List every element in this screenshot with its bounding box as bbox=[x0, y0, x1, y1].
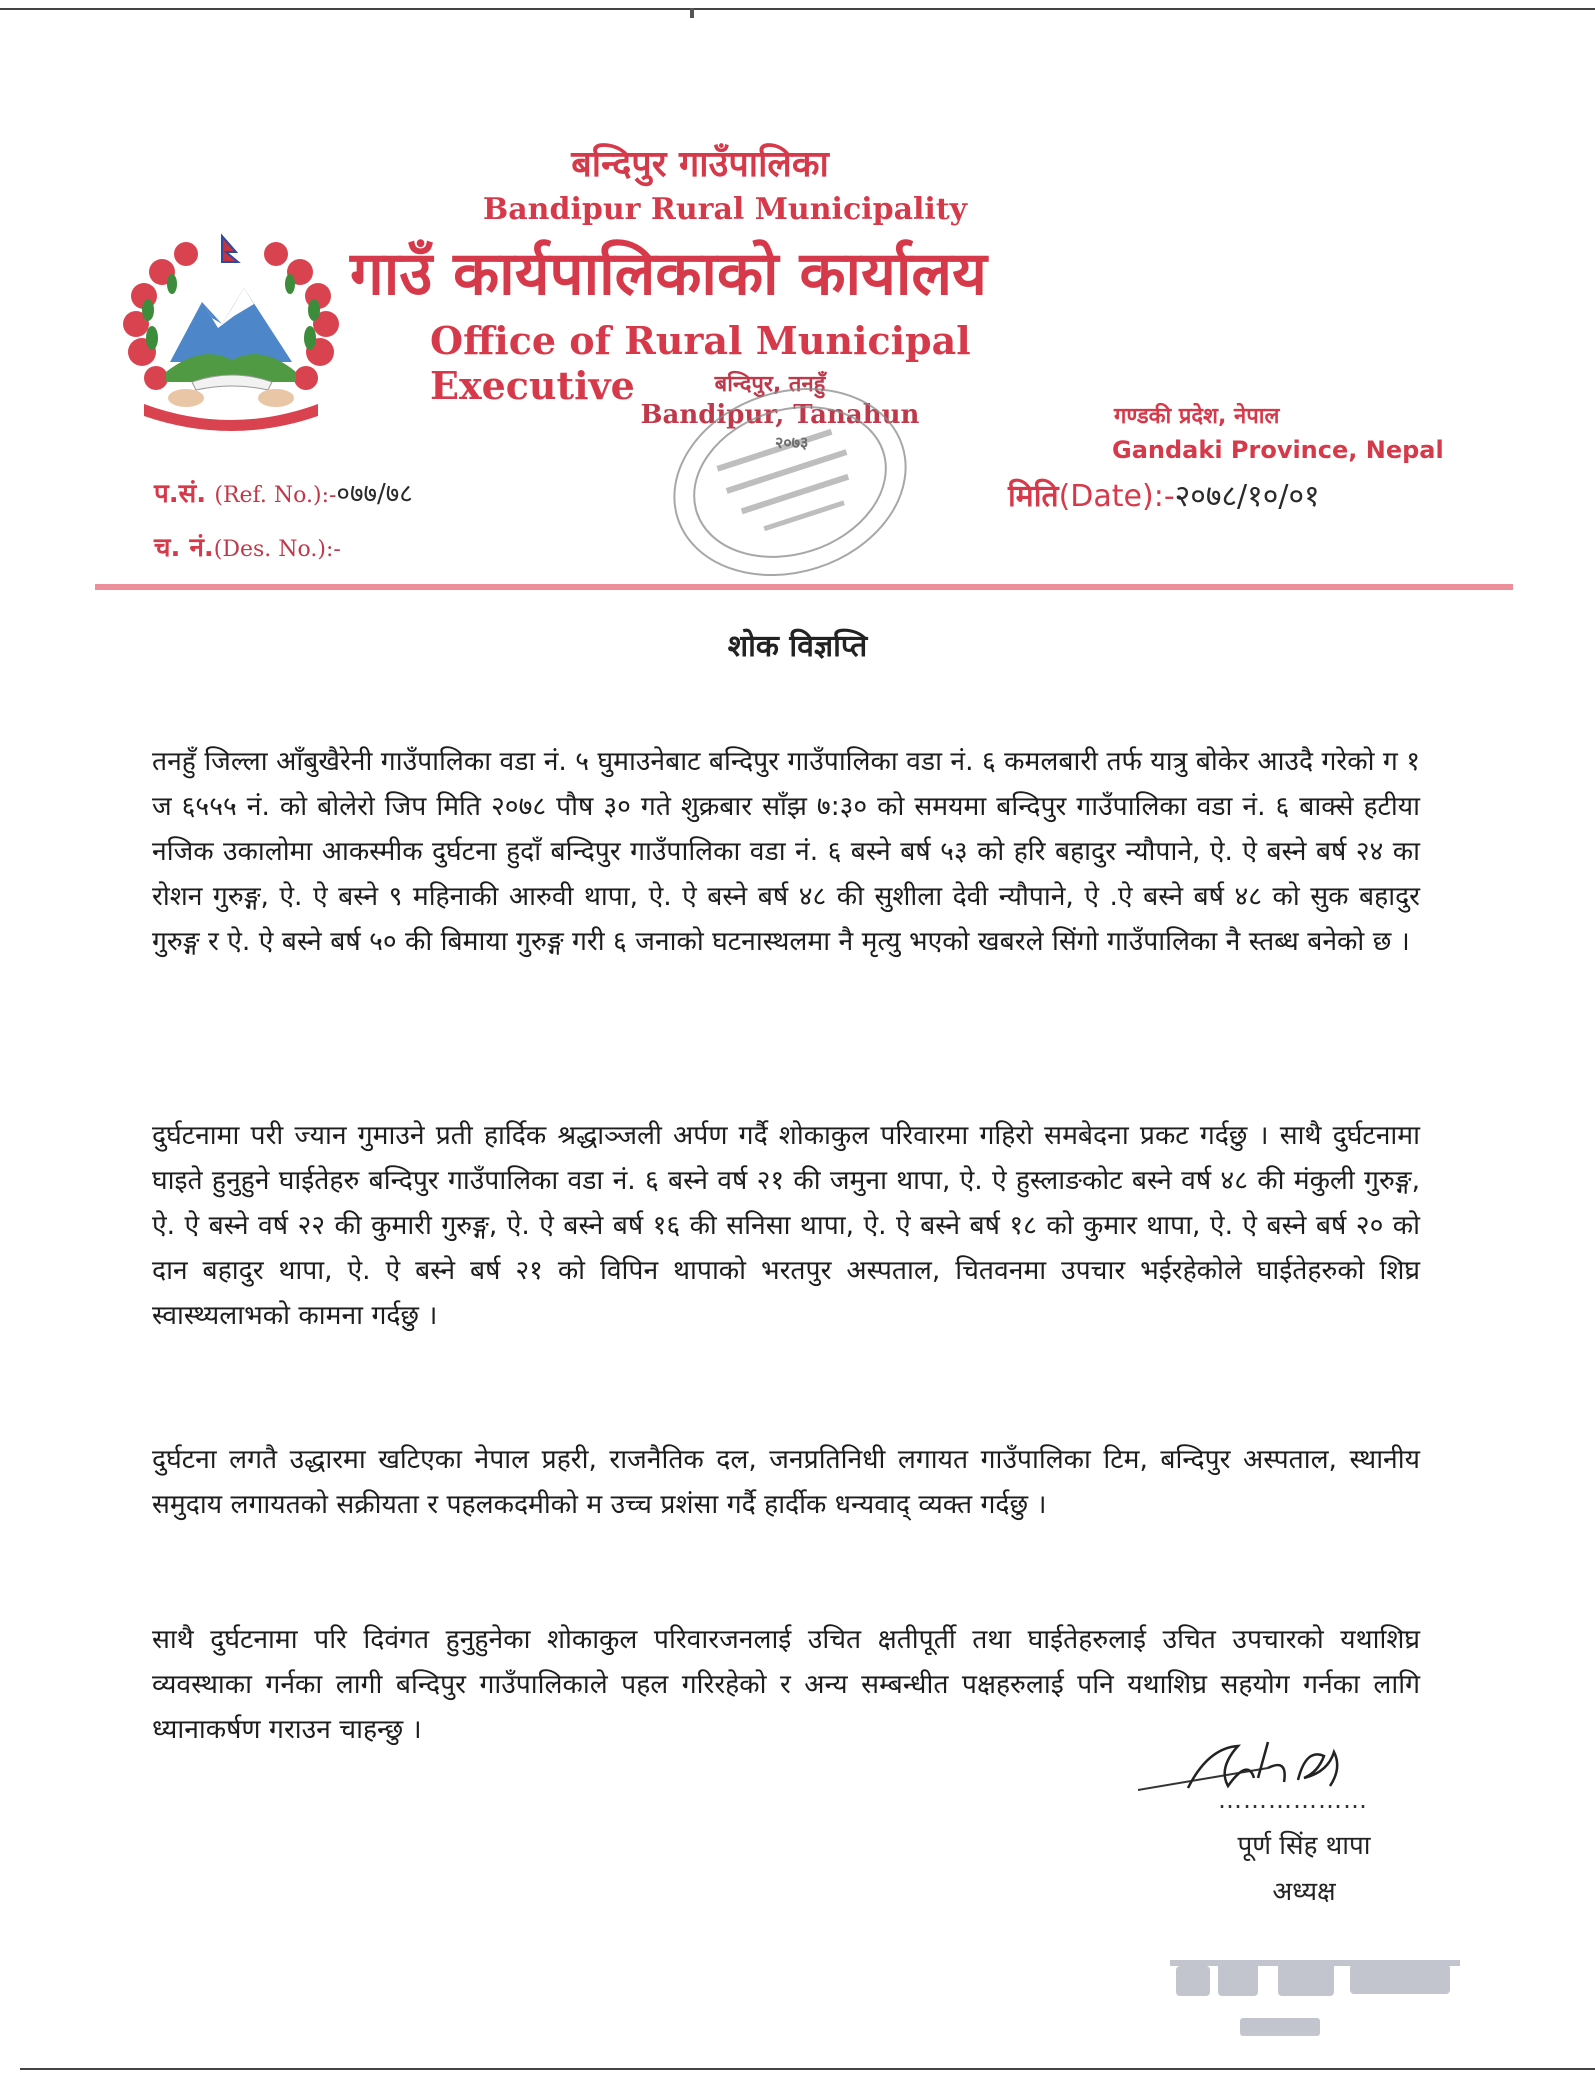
office-name-nepali: गाउँ कार्यपालिकाको कार्यालय bbox=[350, 239, 987, 309]
header-separator bbox=[95, 584, 1513, 590]
office-seal-stamp bbox=[655, 372, 925, 582]
notice-title: शोक विज्ञप्ति bbox=[727, 629, 868, 664]
paragraph-1: तनहुँ जिल्ला आँबुखैरेनी गाउँपालिका वडा नं. ५ घुमाउनेबाट बन्दिपुर गाउँपालिका वडा नं. ६ कमलबारी तर्फ यात्रु बोकेर आउदै गरेको ग १ ज ६५५५ नं. को बोलेरो जिप मिति २०७८ पौष ३० गते शुक्रबार साँझ ७:३० को समयमा बन्दिपुर गाउँपालिका वडा नं. ६ बाक्से हटीया नजिक उकालोमा आकस्मीक दुर्घटना हुदाँ बन्दिपुर गाउँपालिका वडा नं. ६ बस्ने बर्ष ५३ को हरि बहादुर न्यौपाने, ऐ. ऐ बस्ने बर्ष २४ का रोशन गुरुङ्ग, ऐ. ऐ बस्ने ९ महिनाकी आरुवी थापा, ऐ. ऐ बस्ने बर्ष ४८ की सुशीला देवी न्यौपाने, ऐ .ऐ बस्ने बर्ष ४८ को सुक बहादुर गुरुङ्ग र ऐ. ऐ बस्ने बर्ष ५० की बिमाया गुरुङ्ग गरी ६ जनाको घटनास्थलमा नै मृत्यु भएको खबरले सिंगो गाउँपालिका नै स्तब्ध बनेको छ । bbox=[152, 745, 1420, 957]
name-stamp bbox=[1170, 1940, 1460, 2050]
des-sub-label: (Des. No.):- bbox=[213, 537, 341, 562]
date-value: २०७८/१०/०१ bbox=[1174, 479, 1320, 514]
paragraph-3: दुर्घटना लगतै उद्धारमा खटिएका नेपाल प्रहरी, राजनैतिक दल, जनप्रतिनिधी लगायत गाउँपालिका टिम, बन्दिपुर अस्पताल, स्थानीय समुदाय लगायतको सक्रीयता र पहलकदमीको म उच्च प्रशंसा गर्दै हार्दीक धन्यवाद् व्यक्त गर्दछु । bbox=[152, 1443, 1420, 1520]
signatory-title: अध्यक्ष bbox=[1272, 1877, 1336, 1907]
ref-sub-label: (Ref. No.):- bbox=[214, 483, 337, 508]
office-name-english: Office of Rural Municipal Executive bbox=[430, 318, 971, 408]
municipality-name-english: Bandipur Rural Municipality bbox=[482, 192, 968, 227]
signature-dots: ……………… bbox=[1218, 1786, 1368, 1814]
date-label: मिति bbox=[1008, 479, 1059, 514]
date-field bbox=[1008, 474, 1320, 515]
paragraph-2: दुर्घटनामा परी ज्यान गुमाउने प्रती हार्दिक श्रद्धाञ्जली अर्पण गर्दै शोकाकुल परिवारमा गहिरो समबेदना प्रकट गर्दछु । साथै दुर्घटनामा घाइते हुनुहुने घाईतेहरु बन्दिपुर गाउँपालिका वडा नं. ६ बस्ने वर्ष २१ की जमुना थापा, ऐ. ऐ हुस्लाङकोट बस्ने वर्ष ४८ की मंकुली गुरुङ्ग, ऐ. ऐ बस्ने वर्ष २२ की कुमारी गुरुङ्ग, ऐ. ऐ बस्ने बर्ष १६ की सनिसा थापा, ऐ. ऐ बस्ने बर्ष १८ को कुमार थापा, ऐ. ऐ बस्ने बर्ष २० को दान बहादुर थापा, ऐ. ऐ बस्ने बर्ष २१ को विपिन थापाको भरतपुर अस्पताल, चितवनमा उपचार भईरहेकोले घाईतेहरुको शिघ्र स्वास्थ्यलाभको कामना गर्दछु । bbox=[152, 1119, 1420, 1331]
municipality-name-nepali: बन्दिपुर गाउँपालिका bbox=[571, 144, 829, 185]
ref-value: ०७७/७८ bbox=[336, 479, 413, 509]
address-english: Bandipur, Tanahun bbox=[640, 400, 920, 430]
scan-speck bbox=[690, 8, 694, 18]
top-edge-rule bbox=[0, 8, 1595, 10]
nepal-emblem-icon bbox=[122, 232, 340, 432]
province-nepali: गण्डकी प्रदेश, नेपाल bbox=[1114, 404, 1280, 429]
paragraph-4: साथै दुर्घटनामा परि दिवंगत हुनुहुनेका शोकाकुल परिवारजनलाई उचित क्षतीपूर्ती तथा घाईतेहरुलाई उचित उपचारको यथाशिघ्र व्यवस्थाका गर्नका लागी बन्दिपुर गाउँपालिकाले पहल गरिरहेको र अन्य सम्बन्धीत पक्षहरुलाई पनि यथाशिघ्र सहयोग गर्नका लागि ध्यानाकर्षण गराउन चाहन्छु । bbox=[152, 1623, 1420, 1745]
date-sub-label: (Date):- bbox=[1058, 479, 1175, 514]
reference-number bbox=[154, 474, 413, 510]
address-nepali: बन्दिपुर, तनहुँ bbox=[714, 372, 826, 397]
des-label: च. नं. bbox=[154, 533, 214, 563]
stamp-year: २०७३ bbox=[775, 433, 809, 452]
ref-label: प.सं. bbox=[154, 479, 207, 509]
dispatch-number bbox=[154, 528, 341, 564]
province-english: Gandaki Province, Nepal bbox=[1112, 436, 1444, 464]
bottom-edge-rule bbox=[20, 2068, 1595, 2070]
signatory-name: पूर्ण सिंह थापा bbox=[1237, 1831, 1371, 1861]
